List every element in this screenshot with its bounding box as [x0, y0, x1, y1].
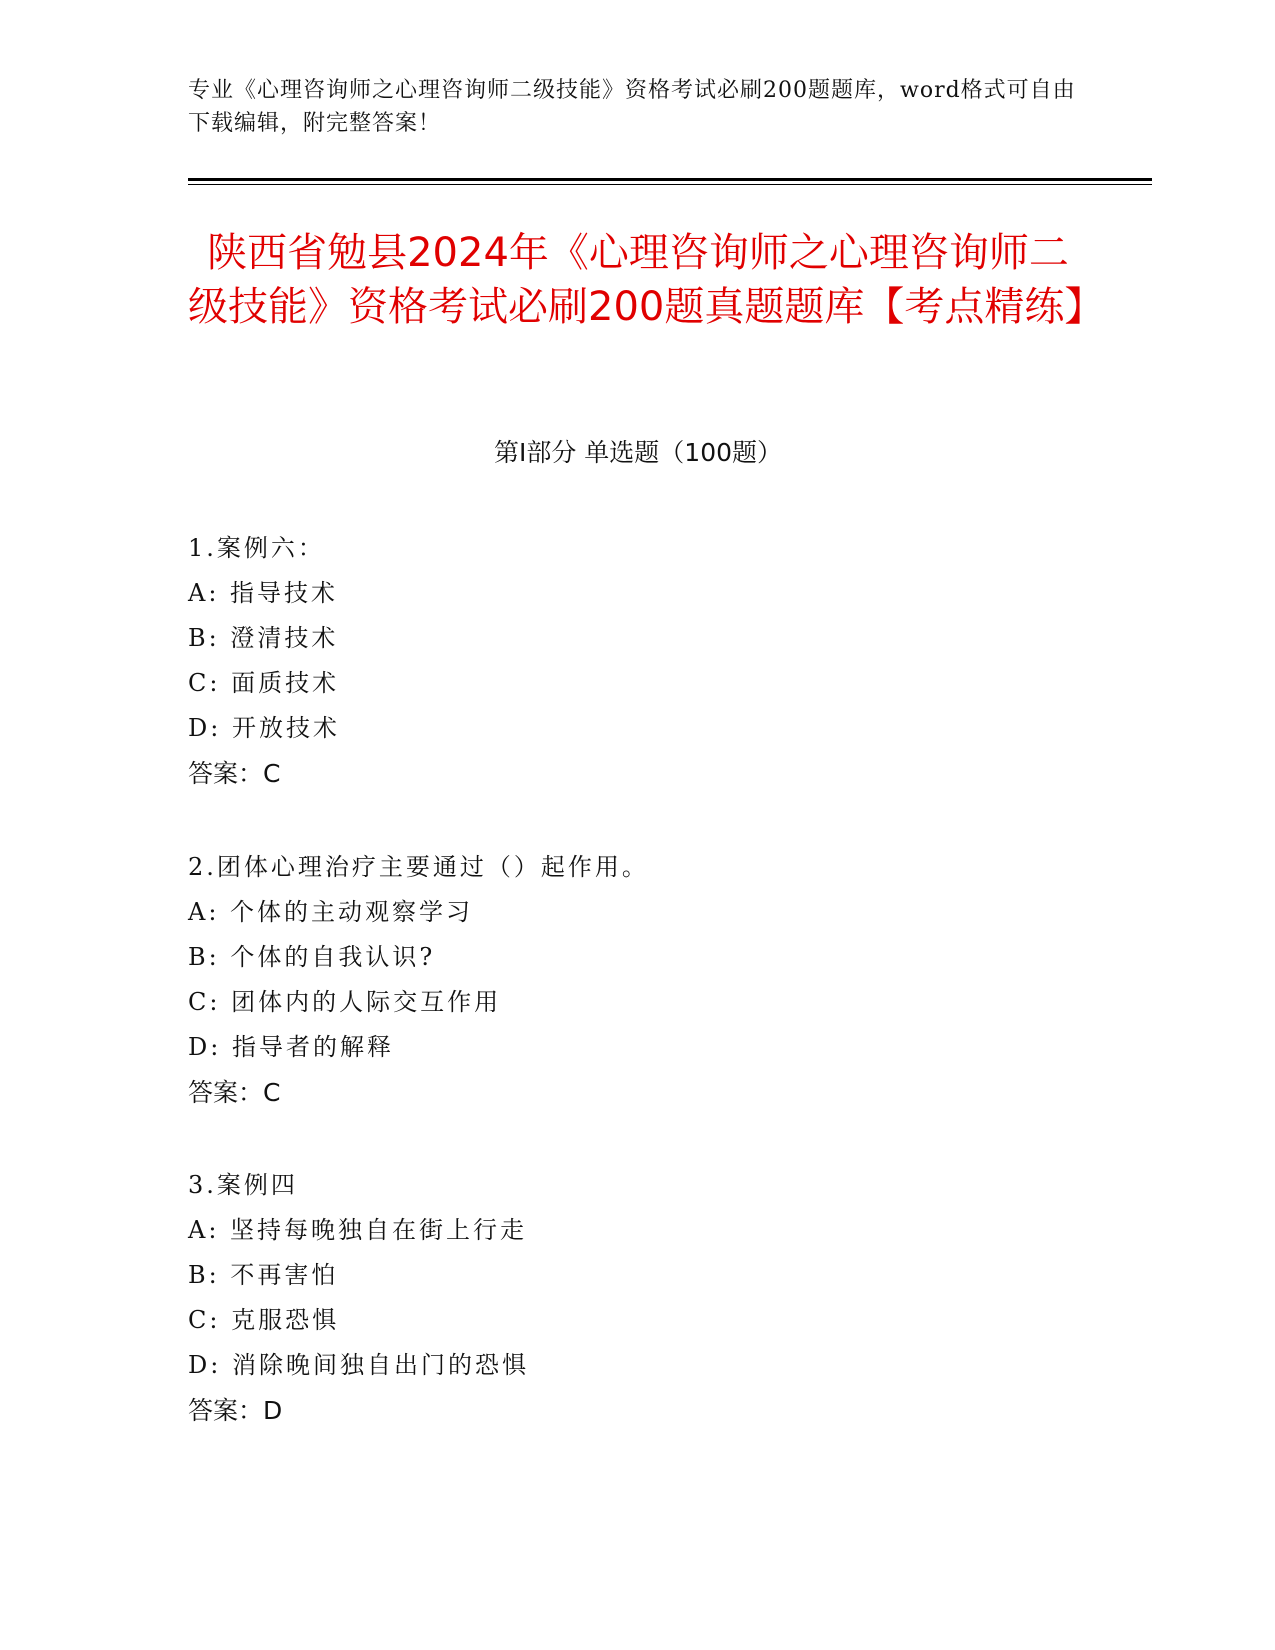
option-c: C: 面质技术 — [188, 669, 340, 697]
document-title: 陕西省勉县2024年《心理咨询师之心理咨询师二级技能》资格考试必刷200题真题题库【考点精练】 — [188, 230, 1105, 330]
option-b: B: 不再害怕 — [188, 1261, 339, 1289]
option-d: D: 消除晚间独自出门的恐惧 — [188, 1351, 529, 1379]
answer-line: 答案：D — [188, 1396, 283, 1425]
answer-line: 答案：C — [188, 1078, 281, 1107]
option-b: B: 个体的自我认识? — [188, 943, 436, 971]
question-2 — [188, 845, 1088, 1115]
header-rule-thin — [188, 184, 1152, 185]
option-c: C: 团体内的人际交互作用 — [188, 988, 502, 1016]
question-3 — [188, 1163, 1088, 1433]
answer-line: 答案：C — [188, 759, 281, 788]
option-a: A: 个体的主动观察学习 — [188, 898, 474, 926]
header-rule-thick — [188, 178, 1152, 181]
question-stem: 1.案例六： — [188, 534, 325, 562]
question-stem: 2.团体心理治疗主要通过（）起作用。 — [188, 853, 649, 881]
option-d: D: 指导者的解释 — [188, 1033, 394, 1061]
header-note: 专业《心理咨询师之心理咨询师二级技能》资格考试必刷200题题库，word格式可自由下载编辑，附完整答案！ — [188, 78, 1076, 136]
option-c: C: 克服恐惧 — [188, 1306, 340, 1334]
option-a: A: 指导技术 — [188, 579, 339, 607]
section-heading: 第I部分 单选题（100题） — [493, 438, 783, 467]
option-a: A: 坚持每晚独自在街上行走 — [188, 1216, 528, 1244]
question-stem: 3.案例四 — [188, 1171, 298, 1199]
option-b: B: 澄清技术 — [188, 624, 339, 652]
question-1 — [188, 526, 1088, 796]
option-d: D: 开放技术 — [188, 714, 340, 742]
